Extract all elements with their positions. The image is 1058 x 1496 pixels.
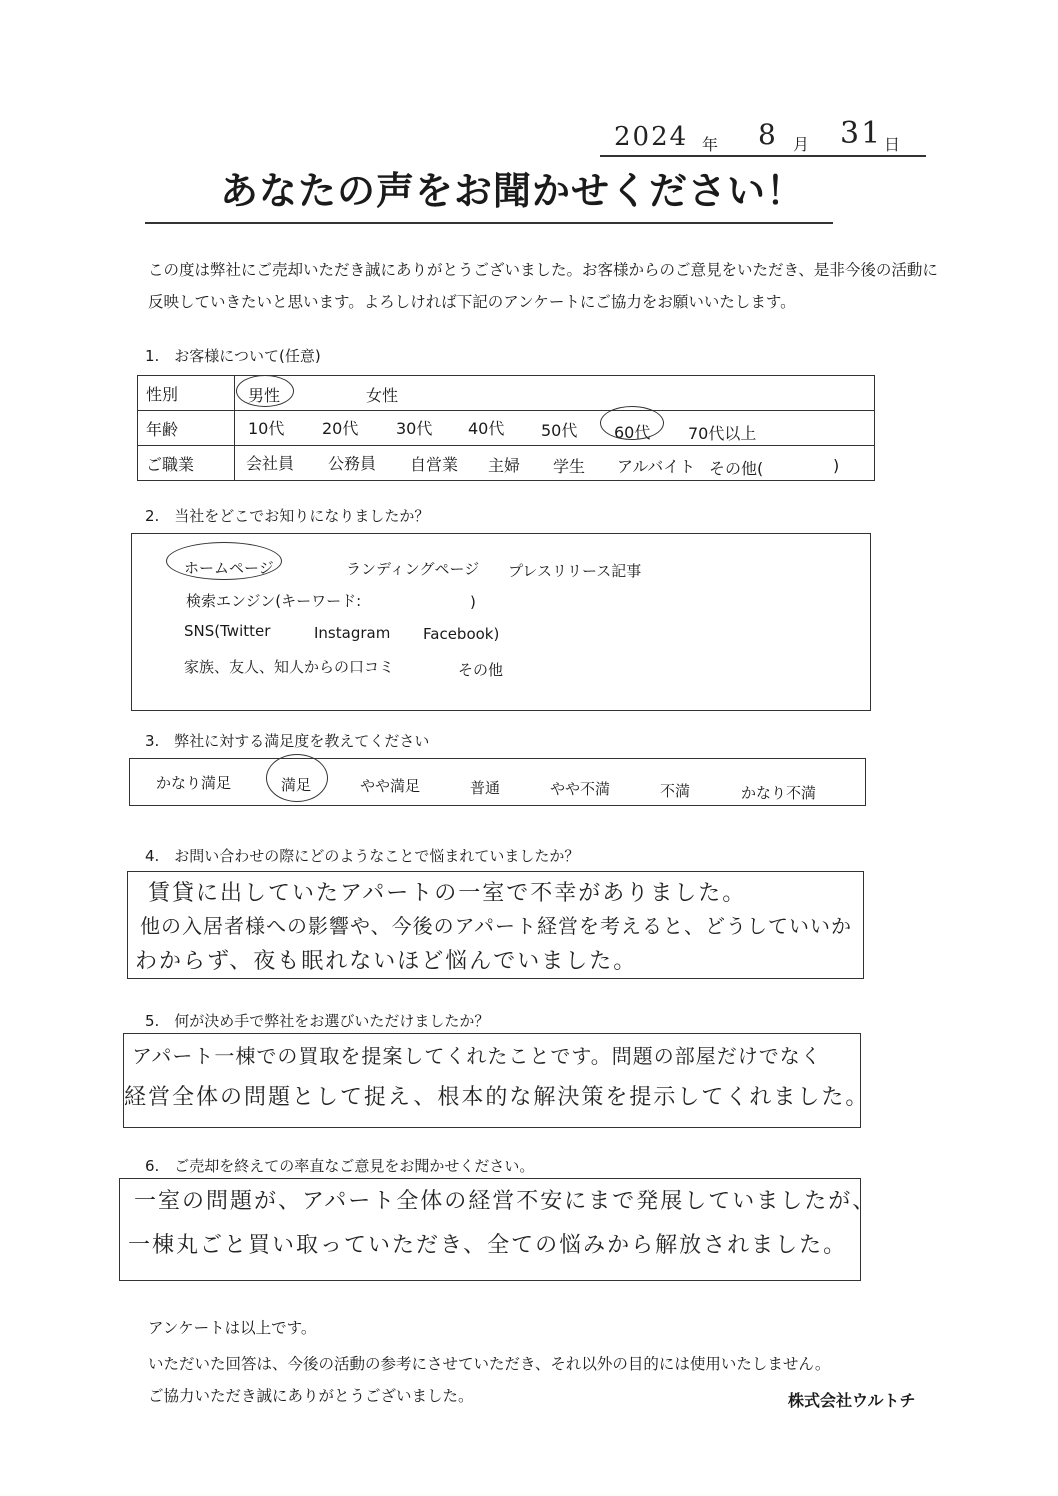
source-search-close: ) <box>470 593 476 611</box>
satisfaction-option-dissatisfied[interactable]: 不満 <box>660 782 691 800</box>
satisfaction-option-neutral[interactable]: 普通 <box>470 779 501 797</box>
gender-label: 性別 <box>138 376 235 411</box>
job-option-part-time[interactable]: アルバイト <box>617 457 696 476</box>
source-option-word-of-mouth[interactable]: 家族、友人、知人からの口コミ <box>184 658 395 676</box>
title-underline <box>145 222 833 224</box>
footer-line-3: ご協力いただき誠にありがとうございました。 <box>148 1387 474 1405</box>
age-60s-circle <box>600 406 664 440</box>
age-option-10s[interactable]: 10代 <box>248 419 285 438</box>
date-day: 31 <box>840 116 883 151</box>
satisfaction-option-very-dissatisfied[interactable]: かなり不満 <box>741 784 817 802</box>
footer-line-2: いただいた回答は、今後の活動の参考にさせていただき、それ以外の目的には使用いたしません。 <box>148 1355 831 1373</box>
section1-heading: 1. お客様について(任意) <box>145 347 321 365</box>
source-option-facebook[interactable]: Facebook) <box>423 625 500 643</box>
age-option-30s[interactable]: 30代 <box>396 419 433 438</box>
company-name: 株式会社ウルトチ <box>788 1391 916 1410</box>
date-month-unit: 月 <box>793 135 810 154</box>
satisfaction-option-somewhat-satisfied[interactable]: やや満足 <box>360 777 421 795</box>
job-label: ご職業 <box>138 446 235 481</box>
section2-heading: 2. 当社をどこでお知りになりましたか？ <box>145 507 430 525</box>
gender-male-circle <box>236 375 294 407</box>
section4-heading: 4. お問い合わせの際にどのようなことで悩まれていましたか？ <box>145 847 580 865</box>
section5-heading: 5. 何が決め手で弊社をお選びいただけましたか？ <box>145 1012 490 1030</box>
age-option-50s[interactable]: 50代 <box>541 421 578 440</box>
date-day-unit: 日 <box>884 135 901 154</box>
satisfaction-option-very-satisfied[interactable]: かなり満足 <box>156 774 232 792</box>
age-option-70s-plus[interactable]: 70代以上 <box>688 424 757 443</box>
age-option-20s[interactable]: 20代 <box>322 419 359 438</box>
source-option-homepage[interactable]: ホームページ <box>184 559 274 577</box>
age-option-40s[interactable]: 40代 <box>468 419 505 438</box>
section4-answer-line-2: 他の入居者様への影響や、今後のアパート経営を考えると、どうしていいか <box>140 914 852 938</box>
source-option-other[interactable]: その他 <box>458 661 504 679</box>
job-option-self-employed[interactable]: 自営業 <box>410 455 459 474</box>
date-underline <box>600 155 926 157</box>
footer-line-1: アンケートは以上です。 <box>148 1319 317 1337</box>
date-year-unit: 年 <box>702 135 719 154</box>
section6-answer-line-2: 一棟丸ごと買い取っていただき、全ての悩みから解放されました。 <box>128 1233 848 1258</box>
job-option-other-close: ) <box>833 456 840 475</box>
gender-option-male[interactable]: 男性 <box>248 386 281 405</box>
job-option-student[interactable]: 学生 <box>553 457 586 476</box>
source-option-press-release[interactable]: プレスリリース記事 <box>508 562 642 580</box>
date-month: 8 <box>758 118 778 151</box>
job-option-other[interactable]: その他( <box>709 459 764 478</box>
source-option-landing-page[interactable]: ランディングページ <box>346 560 480 578</box>
satisfaction-satisfied-circle <box>266 754 328 802</box>
job-option-homemaker[interactable]: 主婦 <box>488 456 521 475</box>
gender-option-female[interactable]: 女性 <box>366 386 399 405</box>
job-option-civil-servant[interactable]: 公務員 <box>328 454 377 473</box>
gender-cell <box>235 376 875 411</box>
source-homepage-circle <box>166 542 282 580</box>
source-option-sns-twitter[interactable]: SNS(Twitter <box>184 622 271 640</box>
source-option-search-engine[interactable]: 検索エンジン(キーワード: <box>186 592 362 610</box>
section4-answer-line-1: 賃貸に出していたアパートの一室で不幸がありました。 <box>148 881 747 906</box>
source-option-instagram[interactable]: Instagram <box>314 624 391 642</box>
section5-answer-line-2: 経営全体の問題として捉え、根本的な解決策を提示してくれました。 <box>124 1085 870 1110</box>
intro-line-2: 反映していきたいと思います。よろしければ下記のアンケートにご協力をお願いいたします。 <box>148 293 796 311</box>
section3-heading: 3. 弊社に対する満足度を教えてください <box>145 732 430 750</box>
page-title: あなたの声をお聞かせください！ <box>220 169 806 213</box>
section6-answer-line-1: 一室の問題が、アパート全体の経営不安にまで発展していましたが、 <box>134 1189 877 1214</box>
section5-answer-line-1: アパート一棟での買取を提案してくれたことです。問題の部屋だけでなく <box>132 1044 822 1068</box>
intro-line-1: この度は弊社にご売却いただき誠にありがとうございました。お客様からのご意見をいただき、是非今後の活動に <box>148 261 938 279</box>
section6-heading: 6. ご売却を終えての率直なご意見をお聞かせください。 <box>145 1157 535 1175</box>
age-option-60s[interactable]: 60代 <box>614 423 651 442</box>
satisfaction-option-somewhat-dissatisfied[interactable]: やや不満 <box>550 780 611 798</box>
section4-answer-line-3: わからず、夜も眠れないほど悩んでいました。 <box>135 949 638 974</box>
job-option-employee[interactable]: 会社員 <box>246 454 295 473</box>
date-year: 2024 <box>614 122 689 152</box>
age-label: 年齢 <box>138 411 235 446</box>
satisfaction-option-satisfied[interactable]: 満足 <box>281 776 312 794</box>
